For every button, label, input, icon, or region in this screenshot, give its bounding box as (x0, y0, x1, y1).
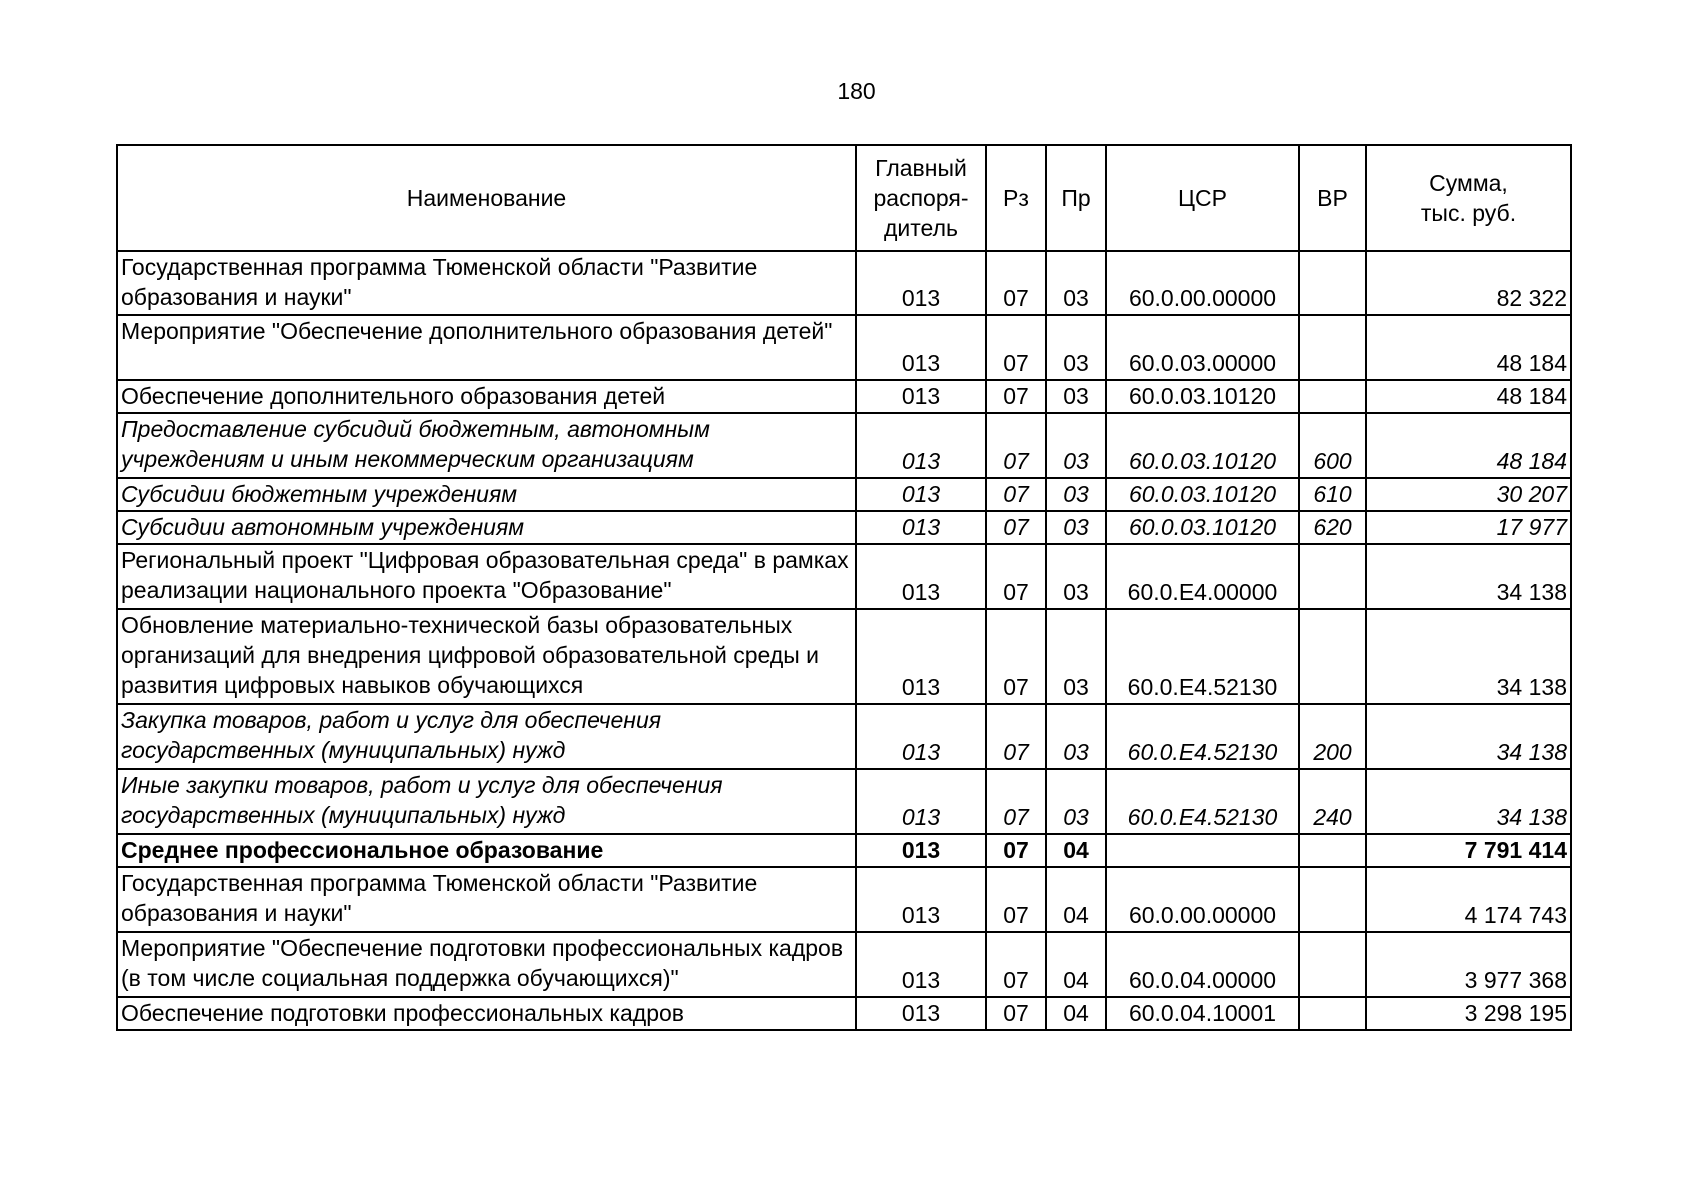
row-csr (1106, 834, 1299, 867)
row-sum: 82 322 (1366, 251, 1571, 315)
row-sum: 48 184 (1366, 380, 1571, 413)
table-row (117, 251, 1571, 315)
row-rz: 07 (986, 413, 1046, 478)
row-grbs: 013 (856, 704, 986, 769)
row-rz: 07 (986, 380, 1046, 413)
table-row (117, 380, 1571, 413)
row-csr: 60.0.E4.52130 (1106, 704, 1299, 769)
row-vr (1299, 867, 1366, 932)
row-pr: 03 (1046, 511, 1106, 544)
row-vr (1299, 251, 1366, 315)
row-rz: 07 (986, 478, 1046, 511)
row-csr: 60.0.E4.52130 (1106, 769, 1299, 834)
table-row (117, 413, 1571, 478)
row-csr: 60.0.00.00000 (1106, 251, 1299, 315)
row-sum: 34 138 (1366, 544, 1571, 609)
row-rz: 07 (986, 769, 1046, 834)
row-pr: 04 (1046, 932, 1106, 997)
row-sum: 7 791 414 (1366, 834, 1571, 867)
row-csr: 60.0.00.00000 (1106, 867, 1299, 932)
header-vr: ВР (1299, 145, 1366, 251)
row-rz: 07 (986, 997, 1046, 1030)
row-pr: 03 (1046, 704, 1106, 769)
table-row (117, 544, 1571, 609)
header-row (117, 145, 1571, 251)
row-grbs: 013 (856, 609, 986, 704)
row-csr: 60.0.03.10120 (1106, 380, 1299, 413)
row-rz: 07 (986, 315, 1046, 380)
table-row (117, 867, 1571, 932)
table-row (117, 315, 1571, 380)
row-rz: 07 (986, 544, 1046, 609)
row-grbs: 013 (856, 867, 986, 932)
header-pr: Пр (1046, 145, 1106, 251)
row-pr: 04 (1046, 997, 1106, 1030)
row-rz: 07 (986, 704, 1046, 769)
row-csr: 60.0.03.10120 (1106, 511, 1299, 544)
row-name: Обеспечение дополнительного образования детей (117, 380, 856, 413)
table-row-section (117, 834, 1571, 867)
table-row (117, 511, 1571, 544)
row-sum: 34 138 (1366, 704, 1571, 769)
row-vr (1299, 544, 1366, 609)
row-pr: 03 (1046, 609, 1106, 704)
table-header (117, 145, 1571, 251)
row-pr: 03 (1046, 769, 1106, 834)
table-row (117, 478, 1571, 511)
row-grbs: 013 (856, 932, 986, 997)
row-csr: 60.0.03.10120 (1106, 413, 1299, 478)
row-sum: 30 207 (1366, 478, 1571, 511)
row-vr (1299, 380, 1366, 413)
header-sum: Сумма, тыс. руб. (1366, 145, 1571, 251)
row-vr (1299, 997, 1366, 1030)
row-csr: 60.0.E4.52130 (1106, 609, 1299, 704)
row-rz: 07 (986, 867, 1046, 932)
row-name: Мероприятие "Обеспечение дополнительного образования детей" (117, 315, 856, 380)
row-pr: 04 (1046, 867, 1106, 932)
row-grbs: 013 (856, 997, 986, 1030)
row-vr: 610 (1299, 478, 1366, 511)
row-name: Иные закупки товаров, работ и услуг для обеспечения государственных (муниципальных) нужд (117, 769, 856, 834)
row-grbs: 013 (856, 315, 986, 380)
row-name: Среднее профессиональное образование (117, 834, 856, 867)
row-vr (1299, 609, 1366, 704)
row-pr: 03 (1046, 315, 1106, 380)
row-grbs: 013 (856, 769, 986, 834)
row-sum: 34 138 (1366, 769, 1571, 834)
row-vr: 240 (1299, 769, 1366, 834)
row-grbs: 013 (856, 834, 986, 867)
row-grbs: 013 (856, 511, 986, 544)
row-grbs: 013 (856, 251, 986, 315)
page-number: 180 (837, 78, 876, 104)
header-name: Наименование (117, 145, 856, 251)
table-row (117, 932, 1571, 997)
row-csr: 60.0.03.10120 (1106, 478, 1299, 511)
row-name: Мероприятие "Обеспечение подготовки профессиональных кадров (в том числе социальная поддержка обучающихся)" (117, 932, 856, 997)
row-name: Субсидии автономным учреждениям (117, 511, 856, 544)
row-name: Обновление материально-технической базы образовательных организаций для внедрения цифровой образовательной среды и развития цифровых навыков обучающихся (117, 609, 856, 704)
row-name: Государственная программа Тюменской области "Развитие образования и науки" (117, 867, 856, 932)
row-csr: 60.0.E4.00000 (1106, 544, 1299, 609)
row-pr: 03 (1046, 251, 1106, 315)
table-row (117, 609, 1571, 704)
row-sum: 4 174 743 (1366, 867, 1571, 932)
row-grbs: 013 (856, 413, 986, 478)
row-grbs: 013 (856, 478, 986, 511)
row-pr: 03 (1046, 413, 1106, 478)
row-csr: 60.0.04.00000 (1106, 932, 1299, 997)
row-rz: 07 (986, 932, 1046, 997)
row-csr: 60.0.03.00000 (1106, 315, 1299, 380)
row-sum: 48 184 (1366, 315, 1571, 380)
row-name: Предоставление субсидий бюджетным, автономным учреждениям и иным некоммерческим организациям (117, 413, 856, 478)
row-grbs: 013 (856, 380, 986, 413)
header-grbs: Главный распоря- дитель (856, 145, 986, 251)
row-sum: 34 138 (1366, 609, 1571, 704)
row-sum: 48 184 (1366, 413, 1571, 478)
row-pr: 03 (1046, 478, 1106, 511)
row-sum: 3 977 368 (1366, 932, 1571, 997)
row-vr: 600 (1299, 413, 1366, 478)
row-vr: 200 (1299, 704, 1366, 769)
header-csr: ЦСР (1106, 145, 1299, 251)
row-rz: 07 (986, 834, 1046, 867)
row-vr: 620 (1299, 511, 1366, 544)
row-rz: 07 (986, 609, 1046, 704)
row-pr: 03 (1046, 544, 1106, 609)
budget-table (116, 144, 1572, 1031)
row-rz: 07 (986, 251, 1046, 315)
row-pr: 04 (1046, 834, 1106, 867)
row-name: Субсидии бюджетным учреждениям (117, 478, 856, 511)
row-name: Обеспечение подготовки профессиональных кадров (117, 997, 856, 1030)
row-grbs: 013 (856, 544, 986, 609)
row-vr (1299, 315, 1366, 380)
row-sum: 3 298 195 (1366, 997, 1571, 1030)
table-row (117, 997, 1571, 1030)
row-sum: 17 977 (1366, 511, 1571, 544)
row-csr: 60.0.04.10001 (1106, 997, 1299, 1030)
row-vr (1299, 932, 1366, 997)
row-name: Государственная программа Тюменской области "Развитие образования и науки" (117, 251, 856, 315)
table-row (117, 769, 1571, 834)
row-vr (1299, 834, 1366, 867)
row-rz: 07 (986, 511, 1046, 544)
row-pr: 03 (1046, 380, 1106, 413)
row-name: Закупка товаров, работ и услуг для обеспечения государственных (муниципальных) нужд (117, 704, 856, 769)
header-rz: Рз (986, 145, 1046, 251)
table-row (117, 704, 1571, 769)
row-name: Региональный проект "Цифровая образовательная среда" в рамках реализации национального проекта "Образование" (117, 544, 856, 609)
